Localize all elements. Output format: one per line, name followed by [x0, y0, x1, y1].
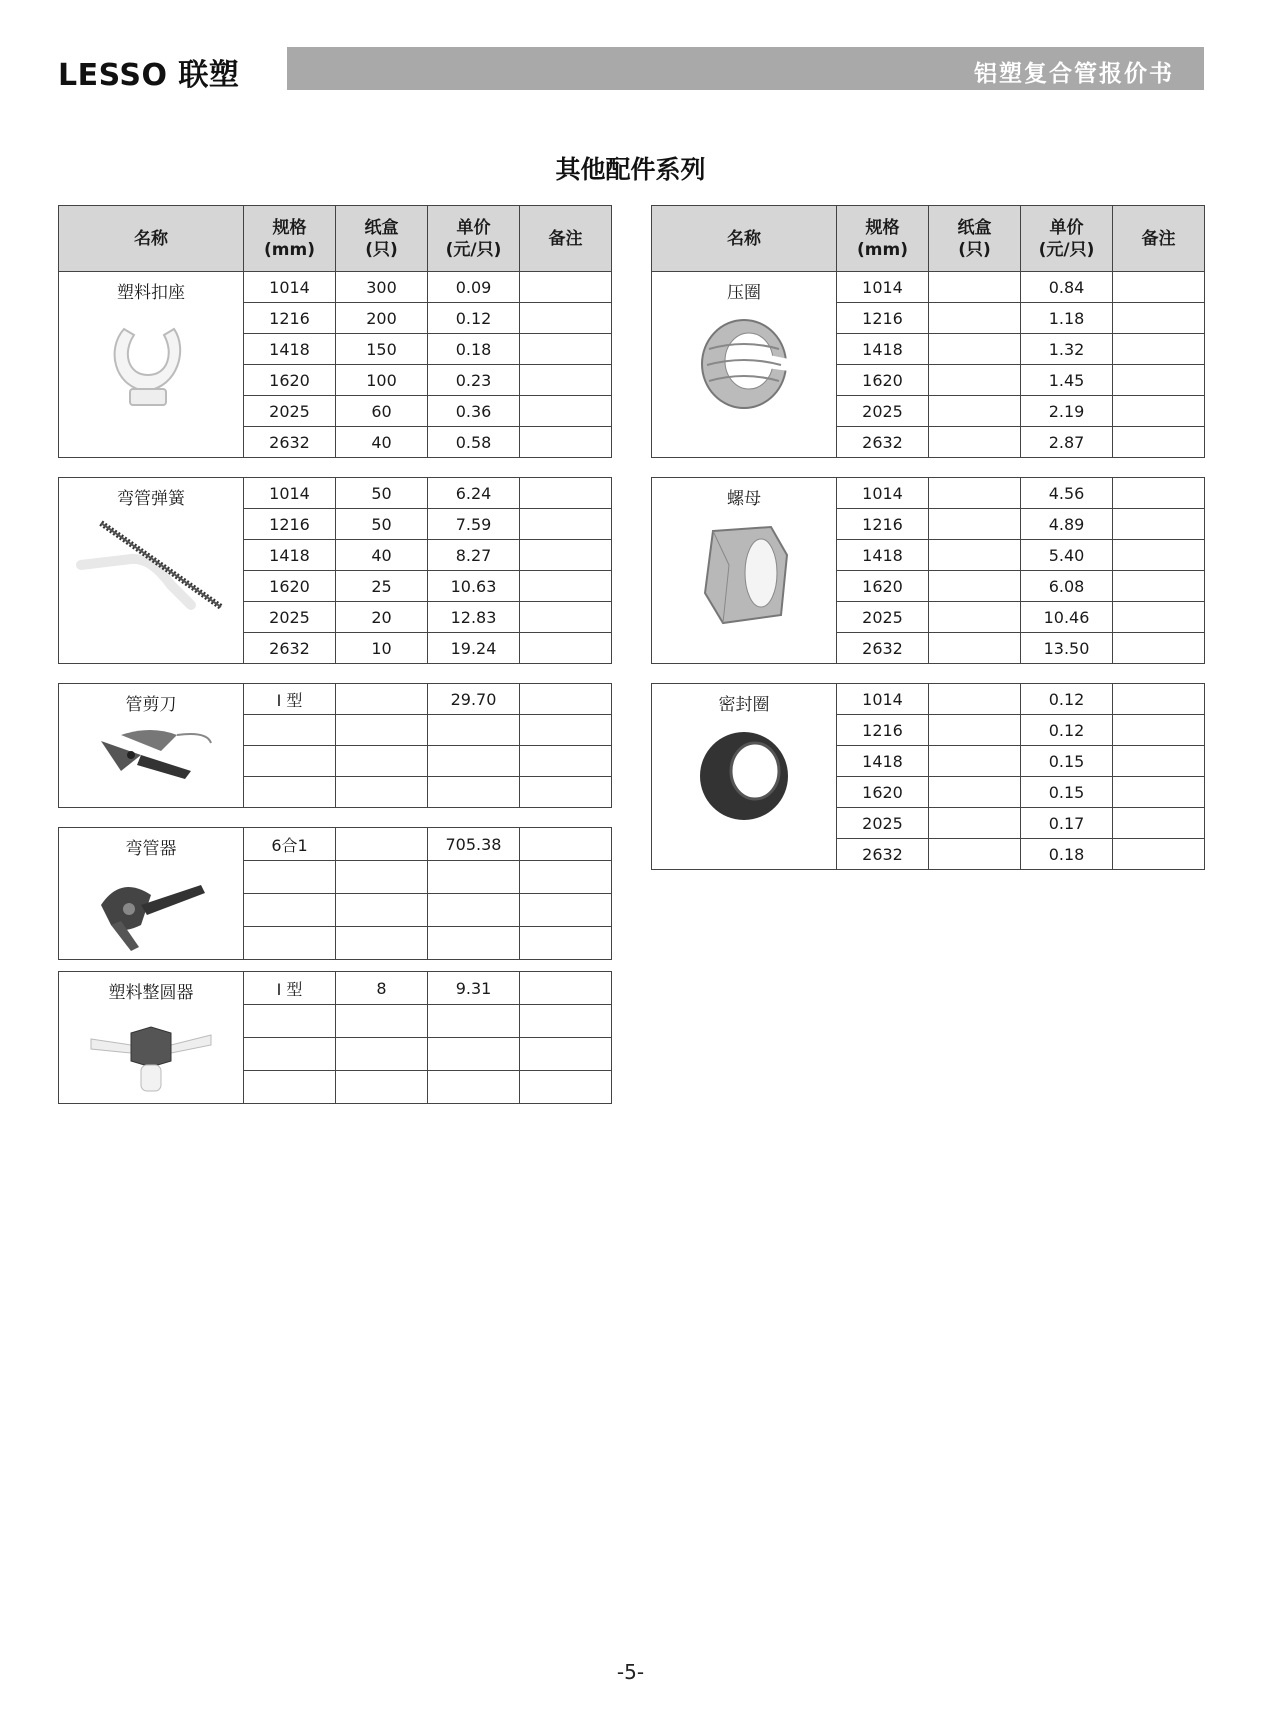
hex-nut-icon: [652, 515, 836, 639]
pipe-cutter-icon: [59, 721, 243, 795]
cell-spec: 2632: [837, 427, 929, 458]
cell-box: [336, 1005, 428, 1038]
cell-box: [336, 927, 428, 960]
cell-box: [929, 777, 1021, 808]
cell-spec: 1216: [837, 715, 929, 746]
cell-box: 150: [336, 334, 428, 365]
cell-price: 0.84: [1021, 272, 1113, 303]
cell-spec: [244, 746, 336, 777]
cell-remark: [520, 633, 612, 664]
cell-spec: [244, 927, 336, 960]
column-header-name: 名称: [59, 206, 244, 272]
cell-remark: [520, 509, 612, 540]
cell-remark: [520, 334, 612, 365]
cell-price: 0.17: [1021, 808, 1113, 839]
cell-remark: [520, 571, 612, 602]
product-name: 螺母: [727, 489, 761, 509]
product-name: 压圈: [727, 283, 761, 303]
product-name: 弯管器: [125, 839, 177, 859]
column-header-box: 纸盒 (只): [929, 206, 1021, 272]
cell-price: 0.18: [1021, 839, 1113, 870]
cell-remark: [520, 427, 612, 458]
cell-box: [929, 746, 1021, 777]
cell-box: [336, 894, 428, 927]
plastic-clip-icon: [59, 309, 243, 423]
cell-box: 300: [336, 272, 428, 303]
cell-price: 7.59: [428, 509, 520, 540]
cell-price: 29.70: [428, 684, 520, 715]
cell-price: [428, 1038, 520, 1071]
cell-spec: 2632: [837, 633, 929, 664]
cell-box: [929, 509, 1021, 540]
product-cell: [59, 272, 244, 458]
cell-spec: 6合1: [244, 828, 336, 861]
cell-price: 0.09: [428, 272, 520, 303]
cell-price: 10.46: [1021, 602, 1113, 633]
column-header-price: 单价 (元/只): [1021, 206, 1113, 272]
cell-spec: 1418: [837, 540, 929, 571]
cell-spec: 1014: [244, 272, 336, 303]
table-row: [652, 272, 1205, 303]
cell-box: 40: [336, 540, 428, 571]
rounding-tool-icon: [59, 1009, 243, 1103]
cell-spec: 1216: [244, 509, 336, 540]
cell-price: 10.63: [428, 571, 520, 602]
cell-remark: [520, 684, 612, 715]
cell-price: 705.38: [428, 828, 520, 861]
cell-remark: [1113, 602, 1205, 633]
compression-ring-icon: [652, 309, 836, 423]
product-name: 塑料扣座: [117, 283, 185, 303]
cell-price: 6.24: [428, 478, 520, 509]
product-cell: [59, 828, 244, 960]
cell-box: [336, 684, 428, 715]
cell-remark: [1113, 478, 1205, 509]
cell-remark: [1113, 633, 1205, 664]
price-table-hex-nut: [651, 477, 1205, 664]
cell-remark: [1113, 808, 1205, 839]
cell-spec: 1014: [837, 272, 929, 303]
cell-remark: [520, 828, 612, 861]
product-name: 管剪刀: [125, 695, 177, 715]
column-header-remark: 备注: [1113, 206, 1205, 272]
cell-remark: [1113, 303, 1205, 334]
cell-box: [929, 602, 1021, 633]
cell-remark: [520, 777, 612, 808]
cell-remark: [520, 715, 612, 746]
cell-box: [929, 839, 1021, 870]
cell-remark: [1113, 839, 1205, 870]
cell-spec: I 型: [244, 972, 336, 1005]
cell-remark: [520, 746, 612, 777]
cell-box: 50: [336, 509, 428, 540]
cell-box: [929, 540, 1021, 571]
cell-box: 10: [336, 633, 428, 664]
cell-price: [428, 1005, 520, 1038]
cell-spec: 1216: [244, 303, 336, 334]
cell-remark: [520, 927, 612, 960]
price-table-rounding-tool: [58, 971, 612, 1104]
price-table-seal-ring: [651, 683, 1205, 870]
cell-price: 1.32: [1021, 334, 1113, 365]
cell-remark: [1113, 272, 1205, 303]
cell-price: [428, 861, 520, 894]
cell-price: 0.36: [428, 396, 520, 427]
cell-price: [428, 746, 520, 777]
cell-box: 60: [336, 396, 428, 427]
cell-box: 20: [336, 602, 428, 633]
page-number: -5-: [616, 1660, 645, 1684]
cell-price: 4.56: [1021, 478, 1113, 509]
cell-spec: 2025: [837, 602, 929, 633]
column-header-box: 纸盒 (只): [336, 206, 428, 272]
page-title: 其他配件系列: [555, 155, 706, 184]
cell-remark: [520, 272, 612, 303]
cell-remark: [520, 1071, 612, 1104]
header-title: 铝塑复合管报价书: [974, 61, 1174, 87]
table-row: [59, 972, 612, 1005]
column-header-remark: 备注: [520, 206, 612, 272]
cell-price: 4.89: [1021, 509, 1113, 540]
cell-remark: [1113, 715, 1205, 746]
cell-price: 0.18: [428, 334, 520, 365]
cell-remark: [1113, 365, 1205, 396]
cell-price: 13.50: [1021, 633, 1113, 664]
cell-remark: [520, 478, 612, 509]
table-row: [59, 684, 612, 715]
table-header: [652, 206, 1205, 272]
cell-spec: 2025: [244, 602, 336, 633]
cell-spec: [244, 777, 336, 808]
cell-spec: 1620: [244, 365, 336, 396]
cell-remark: [1113, 540, 1205, 571]
cell-spec: [244, 715, 336, 746]
cell-price: 0.12: [1021, 715, 1113, 746]
cell-box: [929, 478, 1021, 509]
cell-box: [336, 746, 428, 777]
cell-spec: 1418: [244, 334, 336, 365]
cell-box: [336, 861, 428, 894]
cell-spec: 1418: [244, 540, 336, 571]
cell-price: 5.40: [1021, 540, 1113, 571]
cell-price: 0.23: [428, 365, 520, 396]
cell-remark: [1113, 777, 1205, 808]
cell-price: 0.15: [1021, 777, 1113, 808]
cell-price: 1.45: [1021, 365, 1113, 396]
cell-spec: 2025: [837, 808, 929, 839]
cell-remark: [520, 972, 612, 1005]
cell-remark: [520, 894, 612, 927]
cell-remark: [520, 1038, 612, 1071]
cell-price: 8.27: [428, 540, 520, 571]
cell-spec: 1620: [837, 365, 929, 396]
price-table-bending-spring: [58, 477, 612, 664]
column-header-price: 单价 (元/只): [428, 206, 520, 272]
cell-price: 0.12: [428, 303, 520, 334]
cell-remark: [520, 365, 612, 396]
table-row: [652, 684, 1205, 715]
cell-spec: 2025: [244, 396, 336, 427]
cell-price: 12.83: [428, 602, 520, 633]
product-cell: [652, 272, 837, 458]
seal-ring-icon: [652, 721, 836, 835]
cell-box: 200: [336, 303, 428, 334]
cell-price: 0.58: [428, 427, 520, 458]
price-table-pipe-cutter: [58, 683, 612, 808]
cell-box: [929, 633, 1021, 664]
cell-box: [929, 334, 1021, 365]
cell-spec: 1216: [837, 303, 929, 334]
cell-price: 19.24: [428, 633, 520, 664]
cell-box: [929, 808, 1021, 839]
cell-box: [336, 828, 428, 861]
cell-price: 9.31: [428, 972, 520, 1005]
cell-box: [929, 365, 1021, 396]
cell-remark: [520, 396, 612, 427]
product-cell: [652, 684, 837, 870]
product-name: 弯管弹簧: [117, 489, 185, 509]
cell-remark: [1113, 571, 1205, 602]
cell-price: [428, 894, 520, 927]
cell-box: [929, 272, 1021, 303]
product-cell: [59, 684, 244, 808]
cell-spec: 1418: [837, 746, 929, 777]
cell-price: 1.18: [1021, 303, 1113, 334]
table-header: [59, 206, 612, 272]
cell-remark: [520, 861, 612, 894]
cell-spec: 1014: [837, 684, 929, 715]
cell-remark: [1113, 427, 1205, 458]
column-header-name: 名称: [652, 206, 837, 272]
cell-price: [428, 1071, 520, 1104]
table-row: [652, 478, 1205, 509]
cell-spec: 1620: [244, 571, 336, 602]
cell-remark: [1113, 684, 1205, 715]
price-table-plastic-clip: [58, 205, 612, 458]
product-cell: [59, 972, 244, 1104]
cell-spec: [244, 894, 336, 927]
cell-box: [336, 1071, 428, 1104]
cell-price: 0.12: [1021, 684, 1113, 715]
cell-price: [428, 777, 520, 808]
cell-spec: 2632: [244, 427, 336, 458]
bending-spring-icon: [59, 515, 243, 619]
cell-box: [929, 571, 1021, 602]
cell-box: 25: [336, 571, 428, 602]
cell-price: 2.87: [1021, 427, 1113, 458]
cell-remark: [520, 1005, 612, 1038]
brand-logo: LESSO 联塑: [58, 58, 240, 93]
cell-box: 8: [336, 972, 428, 1005]
cell-price: 2.19: [1021, 396, 1113, 427]
cell-spec: 1014: [837, 478, 929, 509]
cell-spec: [244, 1005, 336, 1038]
table-row: [59, 828, 612, 861]
cell-spec: 2025: [837, 396, 929, 427]
cell-spec: [244, 861, 336, 894]
price-table-compression-ring: [651, 205, 1205, 458]
cell-box: 50: [336, 478, 428, 509]
cell-remark: [520, 303, 612, 334]
cell-box: [336, 777, 428, 808]
cell-remark: [520, 540, 612, 571]
product-name: 塑料整圆器: [108, 983, 194, 1003]
cell-remark: [520, 602, 612, 633]
column-header-spec: 规格 (mm): [244, 206, 336, 272]
product-cell: [652, 478, 837, 664]
product-cell: [59, 478, 244, 664]
pipe-bender-icon: [59, 865, 243, 959]
cell-box: [929, 715, 1021, 746]
table-row: [59, 272, 612, 303]
cell-spec: [244, 1071, 336, 1104]
table-row: [59, 478, 612, 509]
cell-price: [428, 715, 520, 746]
price-table-pipe-bender: [58, 827, 612, 960]
cell-box: 100: [336, 365, 428, 396]
cell-price: [428, 927, 520, 960]
product-name: 密封圈: [718, 695, 770, 715]
cell-spec: 1418: [837, 334, 929, 365]
cell-spec: 2632: [837, 839, 929, 870]
cell-spec: 1620: [837, 777, 929, 808]
cell-box: [929, 427, 1021, 458]
cell-remark: [1113, 396, 1205, 427]
cell-spec: 1014: [244, 478, 336, 509]
column-header-spec: 规格 (mm): [837, 206, 929, 272]
cell-box: [929, 303, 1021, 334]
cell-remark: [1113, 509, 1205, 540]
cell-box: [336, 1038, 428, 1071]
cell-spec: 2632: [244, 633, 336, 664]
cell-box: [929, 396, 1021, 427]
cell-box: 40: [336, 427, 428, 458]
cell-price: 0.15: [1021, 746, 1113, 777]
cell-spec: 1216: [837, 509, 929, 540]
cell-remark: [1113, 334, 1205, 365]
cell-remark: [1113, 746, 1205, 777]
cell-box: [929, 684, 1021, 715]
header-bar: [287, 47, 1204, 90]
cell-price: 6.08: [1021, 571, 1113, 602]
cell-spec: [244, 1038, 336, 1071]
cell-spec: 1620: [837, 571, 929, 602]
cell-spec: I 型: [244, 684, 336, 715]
cell-box: [336, 715, 428, 746]
